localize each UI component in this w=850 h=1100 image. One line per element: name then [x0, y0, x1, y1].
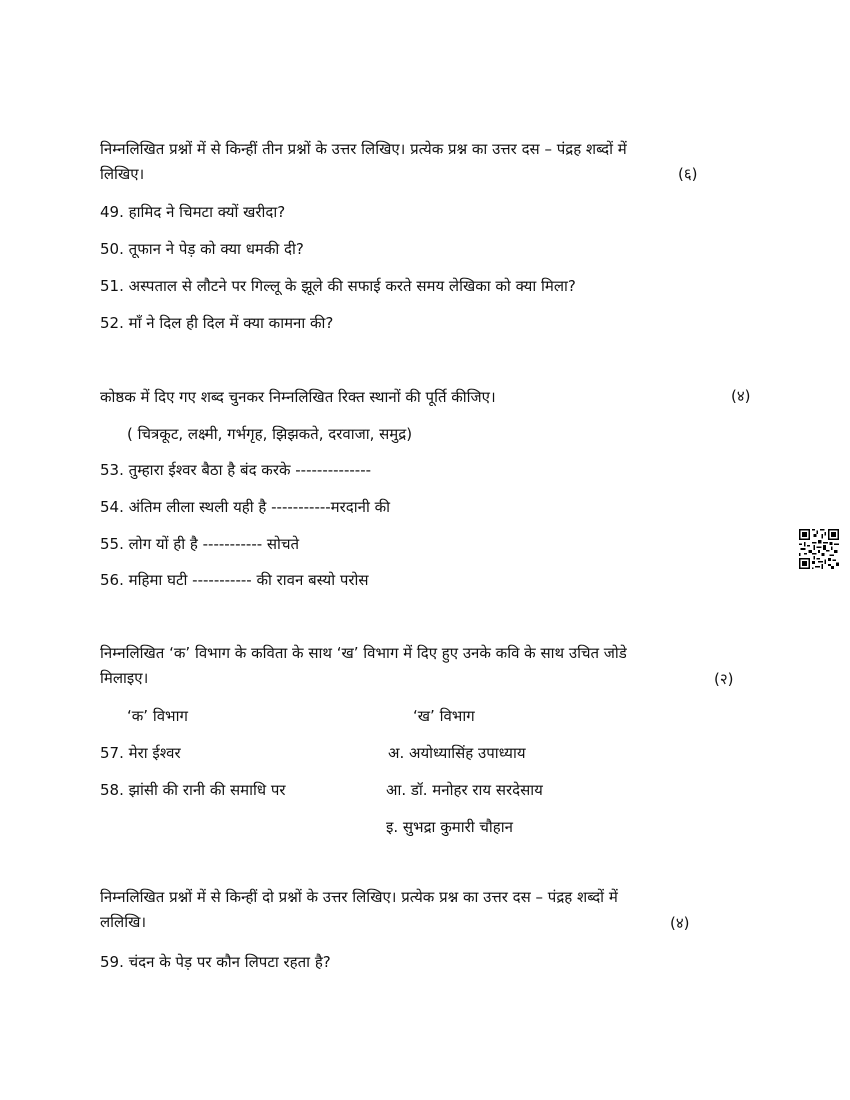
match-col-a-item: मेरा ईश्वर	[128, 744, 181, 762]
section3-instruction	[100, 641, 700, 691]
section4-instruction-line1: निम्नलिखित प्रश्नों में से किन्हीं दो प्रश्नों के उत्तर लिखिए। प्रत्येक प्रश्न का उत्तर दस – पंद्रह शब्दों में	[100, 888, 618, 906]
section3-instruction-line1: निम्नलिखित ‘क’ विभाग के कविता के साथ ‘ख’ विभाग में दिए हुए उनके कवि के साथ उचित जोडे	[100, 644, 627, 662]
question-53	[100, 459, 371, 481]
question-51	[100, 275, 576, 297]
question-text: हामिद ने चिमटा क्यों खरीदा?	[128, 203, 286, 221]
col-a-header: ‘क’ विभाग	[127, 707, 188, 725]
section4-marks: (४)	[670, 914, 690, 932]
section1-instruction-line1: निम्नलिखित प्रश्नों में से किन्हीं तीन प्रश्नों के उत्तर लिखिए। प्रत्येक प्रश्न का उत्तर दस – पंद्रह शब्दों में	[100, 140, 627, 158]
qr-code-icon	[799, 529, 839, 569]
question-number: 52.	[100, 314, 124, 332]
col-b-header: ‘ख’ विभाग	[413, 707, 475, 725]
section1-instruction	[100, 137, 710, 187]
question-text: तूफान ने पेड़ को क्या धमकी दी?	[128, 240, 304, 258]
section2-marks: (४)	[731, 387, 751, 405]
question-54	[100, 496, 390, 518]
match-col-b-item: इ. सुभद्रा कुमारी चौहान	[386, 818, 513, 836]
match-col-b-item: अ. अयोध्यासिंह उपाध्याय	[388, 744, 526, 762]
section4-instruction-line2: ललिखि।	[100, 913, 147, 931]
question-number: 50.	[100, 240, 124, 258]
question-52	[100, 312, 333, 334]
question-text: अस्पताल से लौटने पर गिल्लू के झूले की सफाई करते समय लेखिका को क्या मिला?	[128, 277, 576, 295]
match-col-b-item: आ. डॉ. मनोहर राय सरदेसाय	[386, 781, 543, 799]
word-bank: ( चित्रकूट, लक्ष्मी, गर्भगृह, झिझकते, दरवाजा, समुद्र)	[127, 425, 413, 443]
question-59	[100, 951, 331, 973]
section1-instruction-line2: लिखिए।	[100, 165, 145, 183]
question-text: तुम्हारा ईश्वर बैठा है बंद करके --------------	[128, 461, 372, 479]
question-number: 53.	[100, 461, 124, 479]
question-number: 58.	[100, 781, 124, 799]
question-number: 57.	[100, 744, 124, 762]
section1-marks: (६)	[678, 165, 698, 183]
match-row-57	[100, 742, 181, 764]
question-text: अंतिम लीला स्थली यही है -----------मरदानी की	[128, 498, 391, 516]
question-50	[100, 238, 304, 260]
match-col-a-item: झांसी की रानी की समाधि पर	[128, 781, 286, 799]
question-text: महिमा घटी ----------- की रावन बस्यो परोस	[128, 571, 369, 589]
question-55	[100, 533, 299, 555]
question-number: 49.	[100, 203, 124, 221]
question-text: लोग यों ही है ----------- सोचते	[128, 535, 300, 553]
section3-marks: (२)	[714, 670, 734, 688]
question-number: 51.	[100, 277, 124, 295]
question-number: 59.	[100, 953, 124, 971]
question-text: माँ ने दिल ही दिल में क्या कामना की?	[128, 314, 334, 332]
question-56	[100, 569, 369, 591]
question-text: चंदन के पेड़ पर कौन लिपटा रहता है?	[128, 953, 331, 971]
question-49	[100, 201, 285, 223]
question-number: 55.	[100, 535, 124, 553]
section2-instruction: कोष्ठक में दिए गए शब्द चुनकर निम्नलिखित रिक्त स्थानों की पूर्ति कीजिए।	[100, 388, 496, 406]
match-row-58	[100, 779, 286, 801]
section4-instruction	[100, 885, 710, 935]
question-number: 56.	[100, 571, 124, 589]
section3-instruction-line2: मिलाइए।	[100, 669, 149, 687]
question-number: 54.	[100, 498, 124, 516]
